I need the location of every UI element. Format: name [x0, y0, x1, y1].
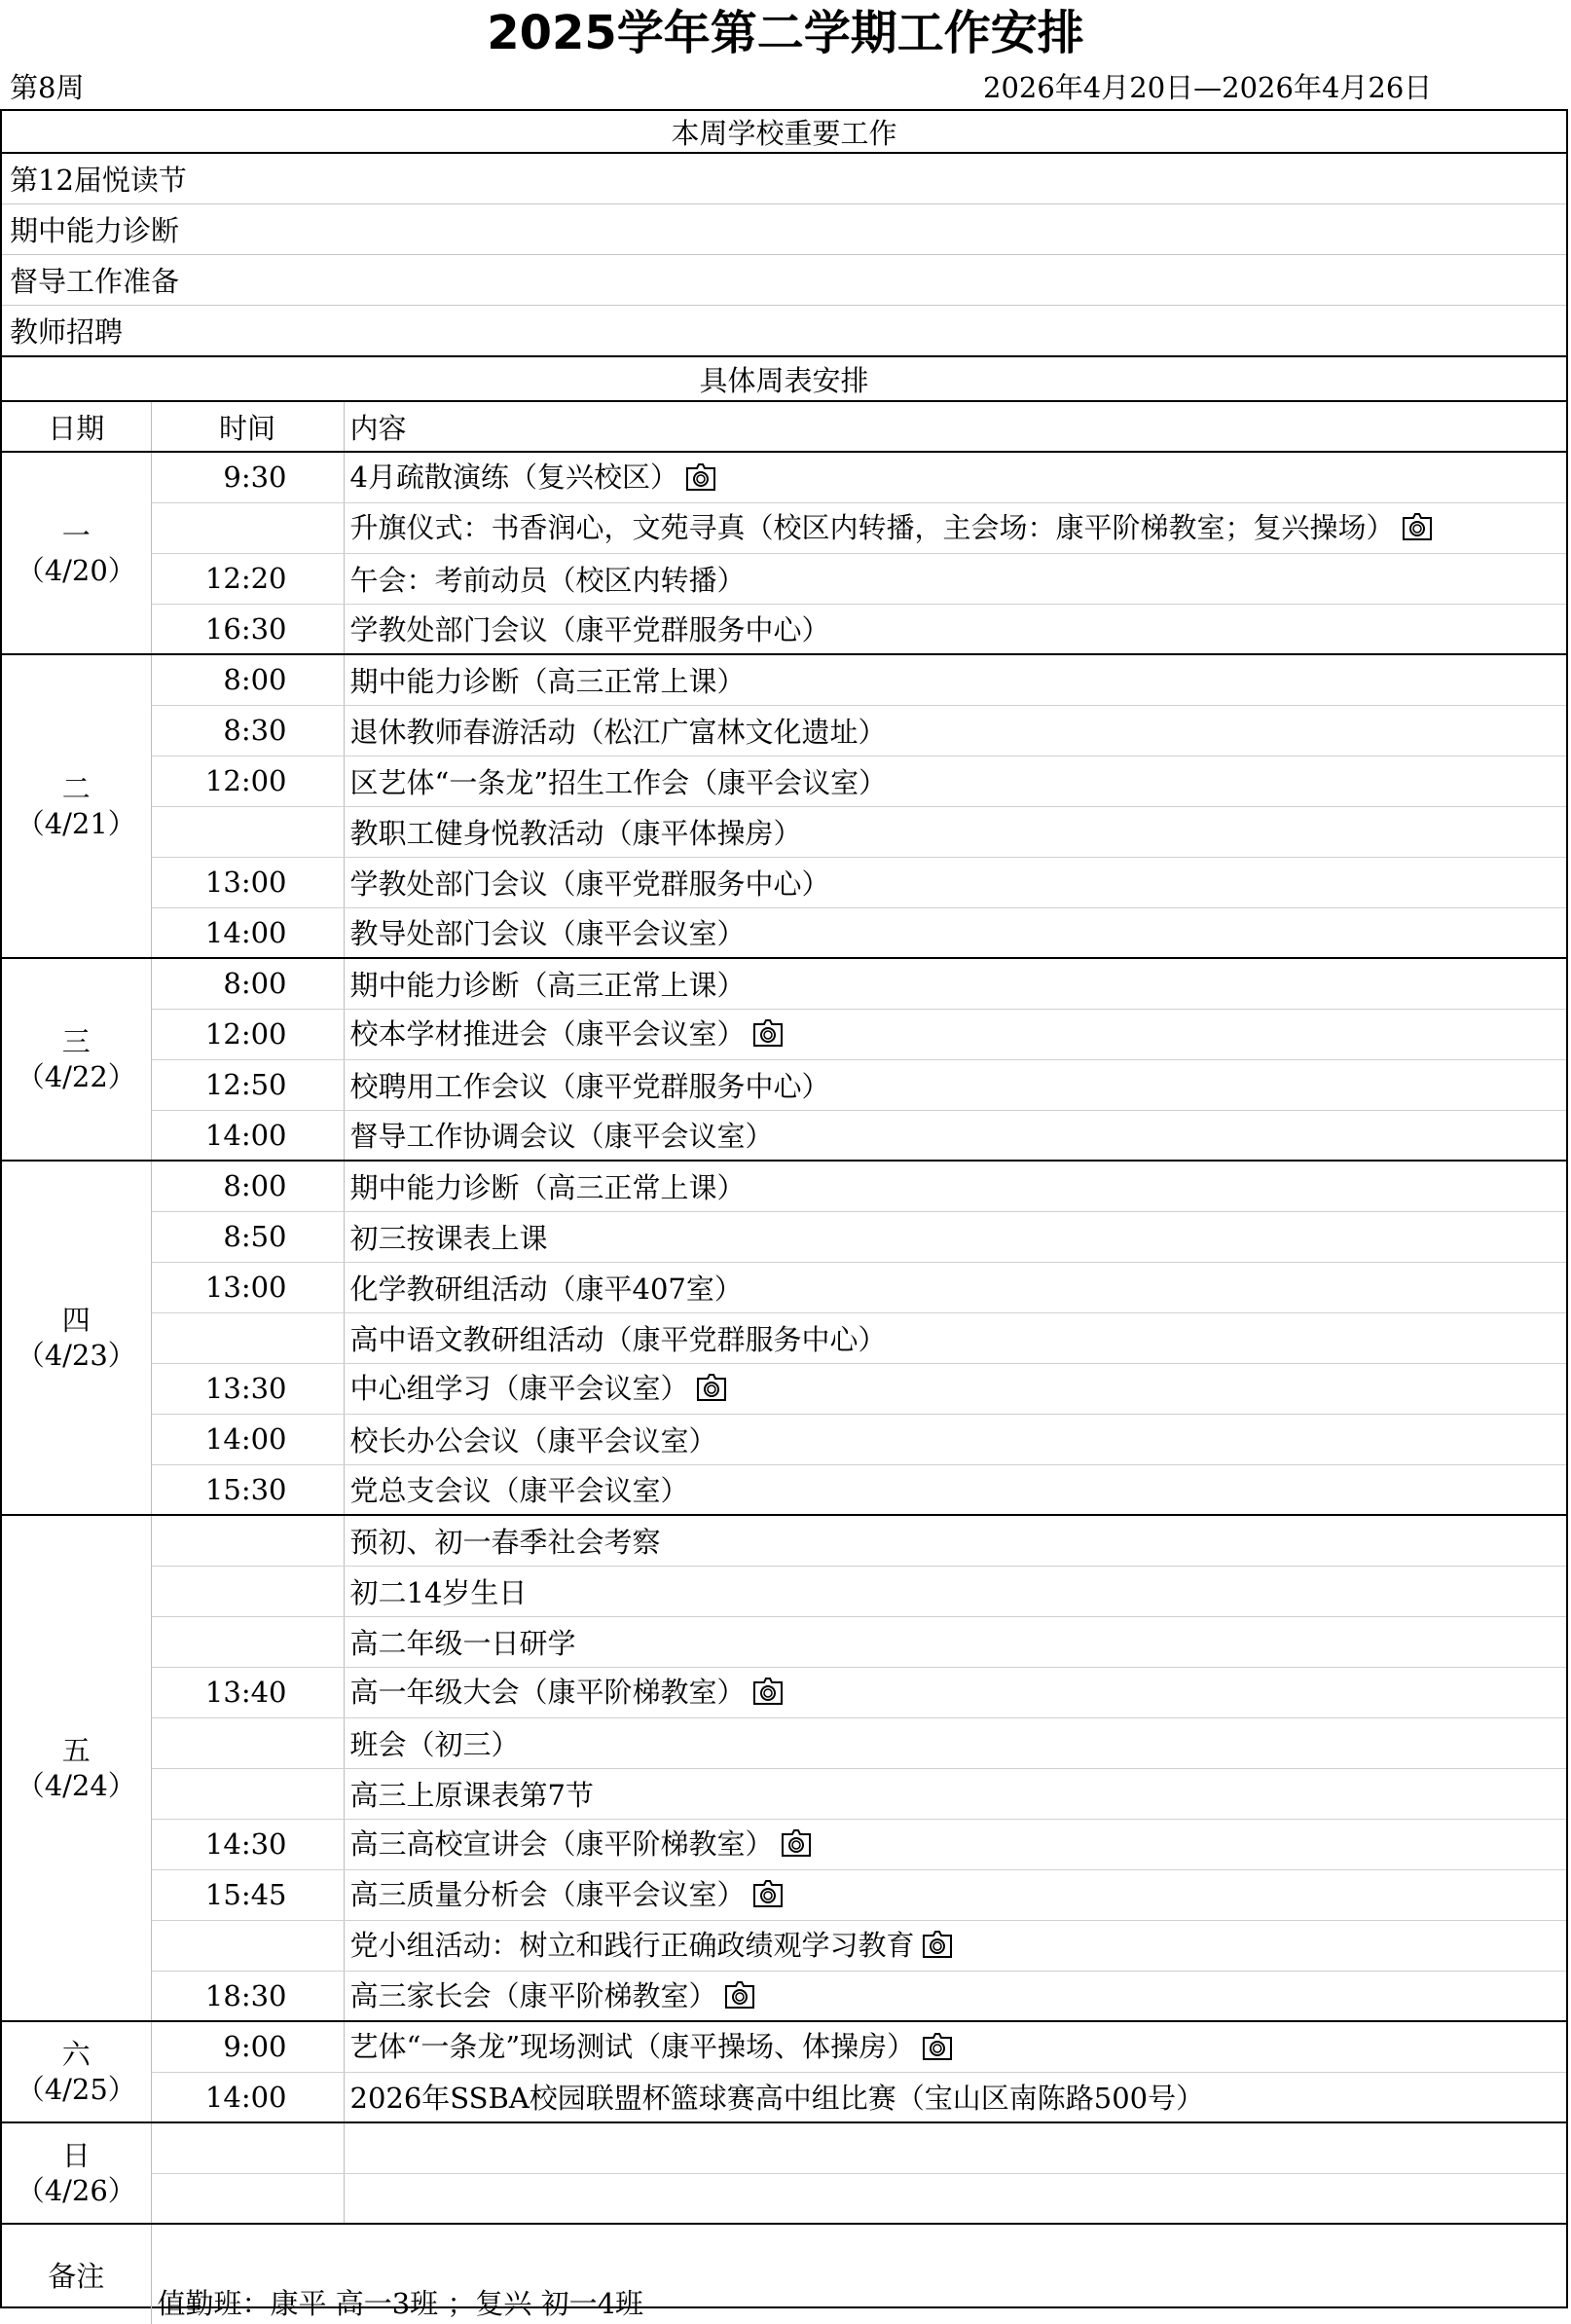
key-item: 第12届悦读节: [2, 153, 1566, 203]
camera-icon: [919, 2029, 956, 2069]
content-cell: [344, 1667, 1566, 1717]
time-cell: 14:00: [151, 2072, 344, 2122]
day-name: 四: [61, 1303, 91, 1337]
event-text: 高三家长会（康平阶梯教室）: [349, 1978, 717, 2012]
day-date: （4/25）: [16, 2073, 136, 2106]
time-cell: 14:00: [151, 1110, 344, 1161]
time-cell: [151, 2173, 344, 2224]
time-cell: 12:00: [151, 1009, 344, 1059]
schedule-row: [2, 1971, 1566, 2021]
schedule-row: [2, 756, 1566, 806]
day-cell: [2, 1515, 151, 2021]
day-cell: [2, 958, 151, 1161]
time-cell: 8:00: [151, 654, 344, 705]
day-date: （4/26）: [16, 2174, 136, 2207]
content-cell: [344, 1414, 1566, 1464]
schedule-row: [2, 1312, 1566, 1363]
schedule-row: [2, 2173, 1566, 2224]
event-text: 高二年级一日研学: [349, 1626, 576, 1660]
column-header-row: [2, 401, 1566, 452]
week-label: 第8周: [10, 71, 85, 104]
time-cell: 15:30: [151, 1464, 344, 1515]
content-cell: [344, 1768, 1566, 1819]
key-item-row: [2, 203, 1566, 254]
content-cell: [344, 2021, 1566, 2072]
event-text: 班会（初三）: [349, 1727, 520, 1761]
time-cell: [151, 1768, 344, 1819]
content-cell: [344, 1059, 1566, 1110]
content-cell: [344, 1971, 1566, 2021]
camera-icon: [919, 1927, 956, 1967]
schedule-row: [2, 2021, 1566, 2072]
day-date: （4/24）: [16, 1769, 136, 1802]
time-cell: [151, 1566, 344, 1616]
content-cell: [344, 1869, 1566, 1920]
date-range: 2026年4月20日—2026年4月26日: [983, 71, 1433, 104]
content-cell: [344, 1110, 1566, 1161]
day-date: （4/22）: [16, 1060, 136, 1093]
content-cell: [344, 756, 1566, 806]
key-item-row: [2, 254, 1566, 305]
content-cell: [344, 1566, 1566, 1616]
schedule-row: [2, 1363, 1566, 1414]
event-text: 高三质量分析会（康平会议室）: [349, 1877, 746, 1911]
content-cell: [344, 705, 1566, 756]
content-cell: [344, 2122, 1566, 2173]
time-cell: 8:00: [151, 1161, 344, 1211]
schedule-row: [2, 857, 1566, 907]
schedule-row: [2, 1464, 1566, 1515]
schedule-frame: [0, 109, 1568, 2320]
content-cell: [344, 1616, 1566, 1667]
event-text: 督导工作协调会议（康平会议室）: [349, 1120, 774, 1154]
schedule-header-row: [2, 356, 1566, 401]
content-cell: [344, 857, 1566, 907]
event-text: 4月疏散演练（复兴校区）: [349, 461, 678, 494]
camera-icon: [749, 1876, 786, 1916]
event-text: 高中语文教研组活动（康平党群服务中心）: [349, 1322, 887, 1356]
day-date: （4/20）: [16, 554, 136, 587]
schedule-row: [2, 502, 1566, 553]
time-cell: 18:30: [151, 1971, 344, 2021]
day-date: （4/21）: [16, 807, 136, 840]
content-cell: [344, 553, 1566, 604]
day-cell: [2, 2122, 151, 2224]
day-cell: [2, 2021, 151, 2122]
content-cell: [344, 2173, 1566, 2224]
time-cell: 13:30: [151, 1363, 344, 1414]
event-text: 化学教研组活动（康平407室）: [349, 1272, 743, 1306]
time-cell: [151, 1312, 344, 1363]
time-cell: [151, 806, 344, 857]
time-cell: 8:30: [151, 705, 344, 756]
week-info-row: [0, 66, 1571, 109]
time-cell: 14:00: [151, 1414, 344, 1464]
page-title: 2025学年第二学期工作安排: [487, 6, 1084, 60]
schedule-row: [2, 1211, 1566, 1262]
event-text: 党总支会议（康平会议室）: [349, 1474, 689, 1508]
time-cell: 12:00: [151, 756, 344, 806]
camera-icon: [749, 1674, 786, 1714]
event-text: 初三按课表上课: [349, 1221, 548, 1255]
schedule-row: [2, 705, 1566, 756]
col-header-time: 时间: [151, 401, 344, 452]
schedule-row: [2, 1009, 1566, 1059]
event-text: 校长办公会议（康平会议室）: [349, 1423, 717, 1457]
event-text: 升旗仪式：书香润心，文苑寻真（校区内转播，主会场：康平阶梯教室；复兴操场）: [349, 510, 1395, 544]
key-item: 期中能力诊断: [2, 203, 1566, 254]
remarks-row: [2, 2224, 1566, 2324]
day-cell: [2, 452, 151, 654]
remarks-label: 备注: [2, 2224, 151, 2324]
event-text: 中心组学习（康平会议室）: [349, 1371, 689, 1405]
col-header-content: 内容: [344, 401, 1566, 452]
key-section-title: 本周学校重要工作: [2, 111, 1566, 153]
event-text: 预初、初一春季社会考察: [349, 1525, 661, 1559]
time-cell: 12:20: [151, 553, 344, 604]
content-cell: [344, 1262, 1566, 1312]
schedule-row: [2, 553, 1566, 604]
day-cell: [2, 654, 151, 958]
time-cell: 13:00: [151, 1262, 344, 1312]
schedule-row: [2, 1414, 1566, 1464]
schedule-row: [2, 1920, 1566, 1971]
schedule-row: [2, 1667, 1566, 1717]
time-cell: 14:30: [151, 1819, 344, 1869]
schedule-row: [2, 1616, 1566, 1667]
time-cell: 9:00: [151, 2021, 344, 2072]
schedule-row: [2, 654, 1566, 705]
content-cell: [344, 1312, 1566, 1363]
event-text: 初二14岁生日: [349, 1575, 528, 1609]
event-text: 高一年级大会（康平阶梯教室）: [349, 1675, 746, 1709]
schedule-row: [2, 2122, 1566, 2173]
content-cell: [344, 907, 1566, 958]
content-cell: [344, 654, 1566, 705]
day-name: 日: [61, 2138, 91, 2172]
content-cell: [344, 1819, 1566, 1869]
event-text: 退休教师春游活动（松江广富林文化遗址）: [349, 715, 887, 749]
camera-icon: [721, 1977, 758, 2017]
schedule-table: [2, 111, 1566, 2324]
day-name: 三: [61, 1024, 91, 1058]
content-cell: [344, 2072, 1566, 2122]
schedule-row: [2, 604, 1566, 654]
col-header-date: 日期: [2, 401, 151, 452]
camera-icon: [749, 1015, 786, 1055]
event-text: 期中能力诊断（高三正常上课）: [349, 968, 746, 1002]
content-cell: [344, 806, 1566, 857]
time-cell: [151, 502, 344, 553]
key-item-row: [2, 153, 1566, 203]
key-item: 督导工作准备: [2, 254, 1566, 305]
key-item: 教师招聘: [2, 305, 1566, 356]
event-text: 校本学材推进会（康平会议室）: [349, 1016, 746, 1051]
content-cell: [344, 958, 1566, 1009]
schedule-row: [2, 1819, 1566, 1869]
day-name: 五: [61, 1733, 91, 1767]
camera-icon: [1399, 509, 1436, 549]
schedule-row: [2, 1059, 1566, 1110]
schedule-title: 具体周表安排: [2, 356, 1566, 401]
schedule-row: [2, 1262, 1566, 1312]
time-cell: 12:50: [151, 1059, 344, 1110]
content-cell: [344, 1920, 1566, 1971]
content-cell: [344, 452, 1566, 502]
content-cell: [344, 604, 1566, 654]
duty-classes: 值勤班：康平 高一3班 ；复兴 初一4班: [157, 2287, 644, 2320]
schedule-row: [2, 1515, 1566, 1566]
day-date: （4/23）: [16, 1339, 136, 1372]
event-text: 期中能力诊断（高三正常上课）: [349, 1170, 746, 1204]
time-cell: 8:00: [151, 958, 344, 1009]
schedule-row: [2, 1566, 1566, 1616]
event-text: 教导处部门会议（康平会议室）: [349, 917, 746, 951]
schedule-row: [2, 806, 1566, 857]
event-text: 高三高校宣讲会（康平阶梯教室）: [349, 1826, 774, 1861]
time-cell: 9:30: [151, 452, 344, 502]
time-cell: 13:00: [151, 857, 344, 907]
event-text: 党小组活动：树立和践行正确政绩观学习教育: [349, 1928, 915, 1962]
schedule-row: [2, 958, 1566, 1009]
day-name: 六: [61, 2037, 91, 2071]
camera-icon: [778, 1826, 815, 1865]
time-cell: 16:30: [151, 604, 344, 654]
content-cell: [344, 1717, 1566, 1768]
time-cell: [151, 1515, 344, 1566]
event-text: 区艺体“一条龙”招生工作会（康平会议室）: [349, 765, 888, 799]
schedule-row: [2, 1717, 1566, 1768]
time-cell: 15:45: [151, 1869, 344, 1920]
schedule-row: [2, 1161, 1566, 1211]
day-name: 二: [61, 771, 91, 805]
content-cell: [344, 1161, 1566, 1211]
time-cell: [151, 1920, 344, 1971]
event-text: 期中能力诊断（高三正常上课）: [349, 664, 746, 698]
key-item-row: [2, 305, 1566, 356]
content-cell: [344, 1464, 1566, 1515]
time-cell: [151, 2122, 344, 2173]
content-cell: [344, 1363, 1566, 1414]
time-cell: 8:50: [151, 1211, 344, 1262]
event-text: 校聘用工作会议（康平党群服务中心）: [349, 1069, 830, 1103]
event-text: 2026年SSBA校园联盟杯篮球赛高中组比赛（宝山区南陈路500号）: [349, 2082, 1205, 2116]
time-cell: [151, 1616, 344, 1667]
event-text: 艺体“一条龙”现场测试（康平操场、体操房）: [349, 2030, 916, 2063]
time-cell: 14:00: [151, 907, 344, 958]
schedule-row: [2, 2072, 1566, 2122]
day-name: 一: [61, 518, 91, 552]
event-text: 高三上原课表第7节: [349, 1778, 594, 1812]
time-cell: [151, 1717, 344, 1768]
camera-icon: [693, 1370, 730, 1410]
event-text: 学教处部门会议（康平党群服务中心）: [349, 867, 830, 901]
day-cell: [2, 1161, 151, 1515]
schedule-row: [2, 907, 1566, 958]
schedule-row: [2, 1768, 1566, 1819]
content-cell: [344, 1515, 1566, 1566]
camera-icon: [682, 460, 719, 499]
content-cell: [344, 502, 1566, 553]
time-cell: 13:40: [151, 1667, 344, 1717]
schedule-row: [2, 1869, 1566, 1920]
event-text: 学教处部门会议（康平党群服务中心）: [349, 613, 830, 647]
event-text: 教职工健身悦教活动（康平体操房）: [349, 816, 802, 850]
schedule-row: [2, 452, 1566, 502]
event-text: 午会：考前动员（校区内转播）: [349, 563, 746, 597]
content-cell: [344, 1009, 1566, 1059]
schedule-row: [2, 1110, 1566, 1161]
key-section-header-row: [2, 111, 1566, 153]
content-cell: [344, 1211, 1566, 1262]
